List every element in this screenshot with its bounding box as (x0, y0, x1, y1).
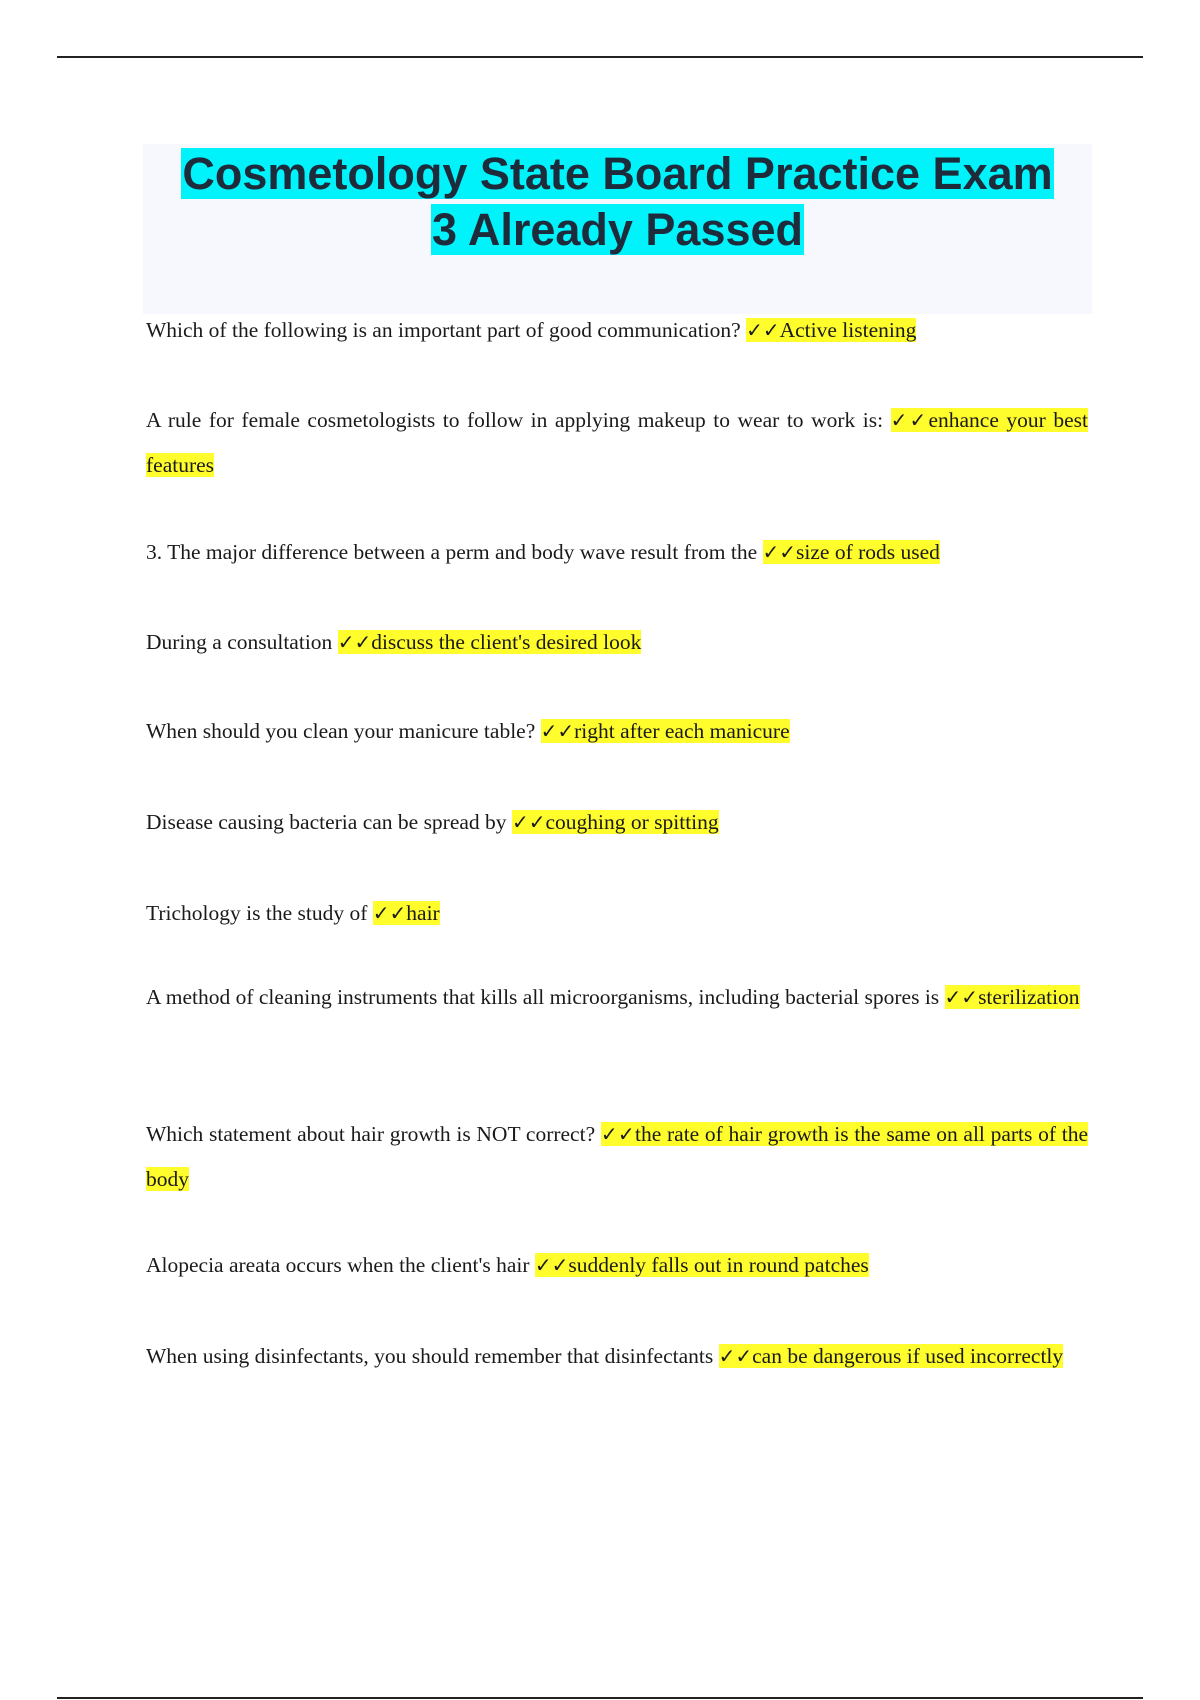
qa-item-10 (146, 1243, 1088, 1288)
qa-item-7 (146, 891, 1088, 936)
double-check-icon: ✓✓ (534, 1253, 569, 1277)
answer-highlight (338, 630, 642, 654)
page-title-line-1: Cosmetology State Board Practice Exam (182, 148, 1053, 199)
double-check-icon: ✓✓ (540, 719, 575, 743)
answer-highlight (719, 1344, 1064, 1368)
answer-highlight (541, 719, 790, 743)
question-text: Disease causing bacteria can be spread by (146, 810, 512, 834)
question-text: 3. The major difference between a perm and body wave result from the (146, 540, 763, 564)
double-check-icon: ✓✓ (511, 810, 546, 834)
answer-text: Active listening (779, 318, 917, 342)
double-check-icon: ✓✓ (944, 985, 979, 1009)
answer-text: right after each manicure (574, 719, 790, 743)
double-check-icon: ✓✓ (718, 1344, 753, 1368)
title-block (143, 144, 1092, 314)
double-check-icon: ✓✓ (746, 318, 780, 342)
question-text: A rule for female cosmetologists to follow in applying makeup to wear to work is: (146, 408, 891, 432)
answer-text: discuss the client's desired look (371, 630, 642, 654)
answer-text: suddenly falls out in round patches (568, 1253, 869, 1277)
question-text: A method of cleaning instruments that kills all microorganisms, including bacterial spores is (146, 985, 945, 1009)
answer-text: enhance your best features (146, 408, 1088, 477)
answer-text: coughing or spitting (545, 810, 719, 834)
qa-item-4 (146, 620, 1088, 665)
question-text: When using disinfectants, you should remember that disinfectants (146, 1344, 719, 1368)
answer-text: hair (406, 901, 440, 925)
qa-item-3 (146, 530, 1088, 575)
page-title-line-2: 3 Already Passed (431, 204, 804, 255)
footer-rule (57, 1697, 1143, 1699)
header-rule (57, 56, 1143, 58)
answer-highlight (945, 985, 1080, 1009)
qa-item-1 (146, 308, 1088, 353)
answer-highlight (373, 901, 440, 925)
answer-text: sterilization (978, 985, 1080, 1009)
question-text: Alopecia areata occurs when the client's hair (146, 1253, 535, 1277)
question-text: Which of the following is an important part of good communication? (146, 318, 747, 342)
qa-item-8 (146, 975, 1088, 1020)
question-text: Which statement about hair growth is NOT correct? (146, 1122, 601, 1146)
question-text: During a consultation (146, 630, 338, 654)
double-check-icon: ✓✓ (372, 901, 407, 925)
double-check-icon: ✓✓ (890, 408, 929, 432)
double-check-icon: ✓✓ (337, 630, 372, 654)
answer-highlight (746, 318, 916, 342)
answer-highlight (512, 810, 719, 834)
answer-text: can be dangerous if used incorrectly (752, 1344, 1064, 1368)
answer-highlight (535, 1253, 869, 1277)
question-text: When should you clean your manicure table? (146, 719, 541, 743)
answer-text: size of rods used (796, 540, 940, 564)
qa-item-6 (146, 800, 1088, 845)
qa-item-5 (146, 709, 1088, 754)
qa-item-2 (146, 398, 1088, 488)
question-text: Trichology is the study of (146, 901, 373, 925)
double-check-icon: ✓✓ (762, 540, 797, 564)
qa-item-9 (146, 1112, 1088, 1202)
answer-text: the rate of hair growth is the same on all parts of the body (146, 1122, 1088, 1191)
double-check-icon: ✓✓ (600, 1122, 636, 1146)
qa-item-11 (146, 1334, 1088, 1379)
answer-highlight (763, 540, 940, 564)
